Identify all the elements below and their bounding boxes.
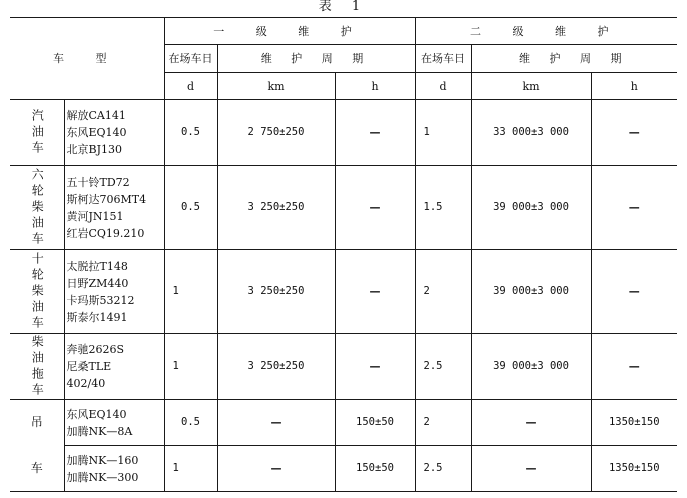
l2-period-header: 维 护 周 期 xyxy=(471,45,677,73)
l1-unit-km: km xyxy=(217,73,335,100)
table-row xyxy=(10,400,677,446)
l2-days: 2.5 xyxy=(415,334,471,400)
model-name: 红岩CQ19.210 xyxy=(66,226,145,240)
l1-days: 0.5 xyxy=(164,100,217,166)
l2-h: — xyxy=(591,250,677,334)
table-row xyxy=(10,166,677,250)
l1-h: — xyxy=(335,334,415,400)
model-name: 黄河JN151 xyxy=(66,209,124,223)
model-name: 解放CA141 xyxy=(66,109,126,122)
model-name: 奔驰2626S xyxy=(66,343,125,356)
l1-unit-d: d xyxy=(164,73,217,100)
l2-days-header: 在场车日 xyxy=(415,45,471,73)
l2-km: — xyxy=(471,446,591,492)
l2-days: 1 xyxy=(415,100,471,166)
model-name: 加腾NK—300 xyxy=(66,470,139,484)
l1-km: — xyxy=(217,446,335,492)
model-list xyxy=(64,166,164,250)
l1-days-header: 在场车日 xyxy=(164,45,217,73)
table-row xyxy=(10,446,677,492)
l2-unit-h: h xyxy=(591,73,677,100)
l1-km: — xyxy=(217,400,335,446)
l1-h: — xyxy=(335,166,415,250)
model-name: 斯柯达706MT4 xyxy=(66,192,147,206)
model-name: 日野ZM440 xyxy=(66,276,129,290)
l2-h: — xyxy=(591,334,677,400)
l1-days: 1 xyxy=(164,250,217,334)
l2-unit-d: d xyxy=(415,73,471,100)
model-name: 斯泰尔1491 xyxy=(66,310,128,324)
l1-km: 3 250±250 xyxy=(217,166,335,250)
l2-days: 1.5 xyxy=(415,166,471,250)
l2-h: 1350±150 xyxy=(591,446,677,492)
level2-header: 二 级 维 护 xyxy=(415,18,677,45)
model-name: 北京BJ130 xyxy=(66,143,122,156)
category-cell: 六轮柴油车 xyxy=(10,166,64,250)
model-name: 加腾NK—8A xyxy=(66,424,133,438)
model-name: 402/40 xyxy=(66,377,106,390)
model-list xyxy=(64,100,164,166)
category-cell: 十轮柴油车 xyxy=(10,250,64,334)
table-row xyxy=(10,100,677,166)
category-cell-crane-bottom: 车 xyxy=(10,446,64,492)
model-name: 加腾NK—160 xyxy=(66,453,139,467)
l2-unit-km: km xyxy=(471,73,591,100)
l1-period-header: 维 护 周 期 xyxy=(217,45,415,73)
l2-days: 2 xyxy=(415,400,471,446)
l1-days: 0.5 xyxy=(164,166,217,250)
model-list xyxy=(64,400,164,446)
model-list xyxy=(64,334,164,400)
l2-days: 2.5 xyxy=(415,446,471,492)
table-row xyxy=(10,334,677,400)
category-cell-crane-top: 吊 xyxy=(10,400,64,446)
vehicle-type-header: 车 型 xyxy=(10,18,164,100)
l2-km: 39 000±3 000 xyxy=(471,166,591,250)
table-row xyxy=(10,250,677,334)
l1-days: 1 xyxy=(164,334,217,400)
l1-days: 0.5 xyxy=(164,400,217,446)
l2-km: 33 000±3 000 xyxy=(471,100,591,166)
l2-h: — xyxy=(591,166,677,250)
table-title: 表 1 xyxy=(318,0,369,14)
l1-days: 1 xyxy=(164,446,217,492)
l2-km: 39 000±3 000 xyxy=(471,334,591,400)
category-cell: 柴油拖车 xyxy=(10,334,64,400)
l2-km: — xyxy=(471,400,591,446)
l2-km: 39 000±3 000 xyxy=(471,250,591,334)
l1-km: 2 750±250 xyxy=(217,100,335,166)
model-list xyxy=(64,446,164,492)
l1-km: 3 250±250 xyxy=(217,250,335,334)
l2-h: — xyxy=(591,100,677,166)
model-name: 卡玛斯53212 xyxy=(66,293,135,307)
model-list xyxy=(64,250,164,334)
l1-h: 150±50 xyxy=(335,446,415,492)
l1-h: 150±50 xyxy=(335,400,415,446)
l1-km: 3 250±250 xyxy=(217,334,335,400)
model-name: 太脱拉T148 xyxy=(66,259,128,273)
l2-days: 2 xyxy=(415,250,471,334)
model-name: 东风EQ140 xyxy=(66,126,127,139)
model-name: 东风EQ140 xyxy=(66,407,127,421)
maintenance-table xyxy=(10,17,677,492)
level1-header: 一 级 维 护 xyxy=(164,18,415,45)
l1-unit-h: h xyxy=(335,73,415,100)
l1-h: — xyxy=(335,250,415,334)
l2-h: 1350±150 xyxy=(591,400,677,446)
category-cell: 汽油车 xyxy=(10,100,64,166)
model-name: 尼桑TLE xyxy=(66,360,112,373)
model-name: 五十铃TD72 xyxy=(66,175,130,189)
l1-h: — xyxy=(335,100,415,166)
